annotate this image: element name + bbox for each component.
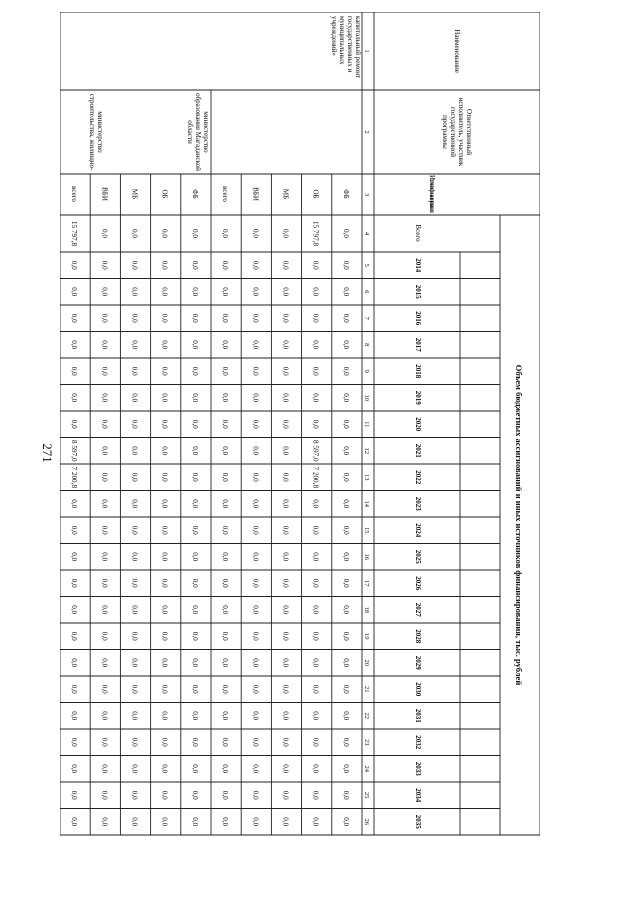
row-value: 0,0 <box>70 711 79 721</box>
row-value: 0,0 <box>130 366 139 376</box>
row-value: 0,0 <box>221 525 230 535</box>
row-value: 0,0 <box>190 393 199 403</box>
row-value: 0,0 <box>70 499 79 509</box>
header-year: 2018 <box>414 364 422 379</box>
row-value: 0,0 <box>311 313 320 323</box>
row-value: 7 200,8 <box>70 466 79 489</box>
row-value: 0,0 <box>190 684 199 694</box>
row-value: 0,0 <box>70 764 79 774</box>
column-number: 26 <box>363 818 370 825</box>
row-value: 0,0 <box>251 393 260 403</box>
row-value: 0,0 <box>281 287 290 297</box>
row-value: 0,0 <box>221 737 230 747</box>
row-total: 15 797,8 <box>311 220 320 247</box>
row-value: 0,0 <box>190 313 199 323</box>
row-value: 0,0 <box>130 287 139 297</box>
row-value: 0,0 <box>251 472 260 482</box>
row-value: 0,0 <box>251 764 260 774</box>
row-value: 0,0 <box>160 525 169 535</box>
row-value: 0,0 <box>281 340 290 350</box>
header-year: 2021 <box>414 443 422 458</box>
row-value: 0,0 <box>70 817 79 827</box>
row-value: 0,0 <box>341 764 350 774</box>
row-value: 0,0 <box>281 578 290 588</box>
row-value: 0,0 <box>311 499 320 509</box>
row-value: 0,0 <box>70 366 79 376</box>
row-value: 0,0 <box>130 446 139 456</box>
row-value: 0,0 <box>281 790 290 800</box>
row-value: 0,0 <box>160 393 169 403</box>
row-value: 0,0 <box>70 552 79 562</box>
row-value: 0,0 <box>281 737 290 747</box>
row-value: 0,0 <box>341 393 350 403</box>
column-number: 8 <box>363 343 370 347</box>
row-value: 0,0 <box>100 446 109 456</box>
row-value: 0,0 <box>100 419 109 429</box>
row-value: 0,0 <box>160 446 169 456</box>
column-number: 24 <box>363 765 370 772</box>
row-value: 0,0 <box>251 340 260 350</box>
row-value: 0,0 <box>190 817 199 827</box>
row-value: 0,0 <box>160 658 169 668</box>
row-value: 0,0 <box>281 711 290 721</box>
row-value: 0,0 <box>221 552 230 562</box>
row-total: 15 797,8 <box>70 220 79 247</box>
row-value: 0,0 <box>281 446 290 456</box>
row-value: 0,0 <box>190 525 199 535</box>
header-year: 2019 <box>414 390 422 405</box>
header-volume: Объем бюджетных ассигнований и иных источников финансирования, тыс. рублей <box>514 364 524 686</box>
row-value: 0,0 <box>281 605 290 615</box>
row-source: ВБИ <box>251 187 260 201</box>
row-value: 0,0 <box>160 366 169 376</box>
header-year: 2027 <box>414 602 422 617</box>
row-value: 0,0 <box>311 684 320 694</box>
row-value: 0,0 <box>311 737 320 747</box>
row-value: 0,0 <box>100 260 109 270</box>
header-year: 2033 <box>414 761 422 776</box>
row-value: 0,0 <box>100 340 109 350</box>
header-source: Источник финансирования <box>428 175 436 213</box>
row-value: 0,0 <box>100 366 109 376</box>
row-value: 0,0 <box>70 340 79 350</box>
row-value: 0,0 <box>251 737 260 747</box>
row-value: 0,0 <box>190 605 199 615</box>
row-value: 0,0 <box>341 499 350 509</box>
row-value: 0,0 <box>70 313 79 323</box>
row-value: 0,0 <box>311 764 320 774</box>
column-number: 3 <box>363 192 370 197</box>
row-value: 0,0 <box>160 711 169 721</box>
row-value: 0,0 <box>190 340 199 350</box>
row-total: 0,0 <box>251 229 260 238</box>
row-value: 0,0 <box>160 631 169 641</box>
row-value: 0,0 <box>130 499 139 509</box>
row-value: 0,0 <box>100 684 109 694</box>
header-year: 2014 <box>414 258 422 273</box>
row-value: 0,0 <box>100 552 109 562</box>
row-value: 0,0 <box>100 817 109 827</box>
row-value: 0,0 <box>130 764 139 774</box>
row-value: 0,0 <box>281 393 290 403</box>
column-number: 21 <box>363 686 370 693</box>
row-value: 0,0 <box>100 711 109 721</box>
header-name: Наименование <box>453 29 461 73</box>
row-value: 0,0 <box>311 817 320 827</box>
row-value: 0,0 <box>100 499 109 509</box>
row-value: 0,0 <box>281 764 290 774</box>
row-value: 0,0 <box>160 313 169 323</box>
row-value: 0,0 <box>70 578 79 588</box>
column-number: 25 <box>363 792 370 799</box>
header-year: 2029 <box>414 655 422 670</box>
row-value: 0,0 <box>130 260 139 270</box>
row-value: 0,0 <box>130 313 139 323</box>
row-value: 0,0 <box>160 764 169 774</box>
row-value: 0,0 <box>190 737 199 747</box>
row-total: 0,0 <box>341 229 350 238</box>
row-value: 0,0 <box>100 658 109 668</box>
row-value: 0,0 <box>221 578 230 588</box>
row-value: 0,0 <box>160 790 169 800</box>
row-value: 0,0 <box>311 631 320 641</box>
row-value: 0,0 <box>190 790 199 800</box>
row-value: 0,0 <box>70 419 79 429</box>
row-source: всего <box>70 186 79 202</box>
row-value: 0,0 <box>251 260 260 270</box>
row-value: 0,0 <box>70 790 79 800</box>
row-total: 0,0 <box>190 229 199 238</box>
column-number: 2 <box>363 130 370 134</box>
financing-table-sheet <box>60 12 540 852</box>
row-value: 0,0 <box>160 287 169 297</box>
row-value: 0,0 <box>251 499 260 509</box>
header-year: 2017 <box>414 337 422 352</box>
row-value: 0,0 <box>341 552 350 562</box>
row-value: 0,0 <box>341 658 350 668</box>
row-value: 0,0 <box>70 605 79 615</box>
row-value: 0,0 <box>341 340 350 350</box>
row-value: 0,0 <box>221 393 230 403</box>
row-value: 0,0 <box>190 711 199 721</box>
row-value: 0,0 <box>130 605 139 615</box>
header-year: 2035 <box>414 814 422 829</box>
row-value: 0,0 <box>221 313 230 323</box>
row-value: 8 597,0 <box>311 439 320 462</box>
row-value: 0,0 <box>160 419 169 429</box>
row-value: 0,0 <box>341 631 350 641</box>
column-number: 1 <box>363 49 370 53</box>
row-source: МБ <box>281 188 290 200</box>
row-value: 0,0 <box>160 499 169 509</box>
row-value: 0,0 <box>100 393 109 403</box>
header-year: 2020 <box>414 417 422 432</box>
row-value: 0,0 <box>70 260 79 270</box>
row-value: 0,0 <box>190 764 199 774</box>
header-year: 2023 <box>414 496 422 511</box>
row-value: 0,0 <box>70 658 79 668</box>
row-value: 0,0 <box>341 313 350 323</box>
row-value: 0,0 <box>190 287 199 297</box>
row-value: 0,0 <box>221 419 230 429</box>
executor-2: министерство строительства, жилищно- <box>88 93 104 171</box>
row-value: 0,0 <box>311 658 320 668</box>
row-value: 0,0 <box>160 737 169 747</box>
page-number: 271 <box>40 443 55 463</box>
row-value: 0,0 <box>341 446 350 456</box>
header-year: 2034 <box>414 788 422 803</box>
row-value: 0,0 <box>221 446 230 456</box>
row-value: 0,0 <box>100 764 109 774</box>
header-year: 2025 <box>414 549 422 564</box>
row-value: 0,0 <box>311 605 320 615</box>
row-value: 0,0 <box>100 790 109 800</box>
row-value: 0,0 <box>130 472 139 482</box>
row-value: 0,0 <box>311 393 320 403</box>
row-value: 0,0 <box>100 287 109 297</box>
column-number: 14 <box>363 500 370 507</box>
row-source: ФБ <box>341 189 350 199</box>
row-value: 0,0 <box>251 790 260 800</box>
row-total: 0,0 <box>130 229 139 238</box>
row-value: 0,0 <box>281 472 290 482</box>
row-value: 0,0 <box>251 817 260 827</box>
row-value: 0,0 <box>160 684 169 694</box>
row-value: 0,0 <box>100 472 109 482</box>
row-value: 0,0 <box>221 340 230 350</box>
row-value: 0,0 <box>130 578 139 588</box>
row-value: 0,0 <box>311 260 320 270</box>
row-value: 0,0 <box>221 260 230 270</box>
row-value: 0,0 <box>221 287 230 297</box>
row-value: 0,0 <box>100 737 109 747</box>
row-value: 0,0 <box>341 287 350 297</box>
row-value: 0,0 <box>251 552 260 562</box>
column-number: 20 <box>363 659 370 666</box>
row-value: 0,0 <box>160 817 169 827</box>
row-value: 0,0 <box>70 393 79 403</box>
row-value: 0,0 <box>221 684 230 694</box>
row-value: 0,0 <box>221 499 230 509</box>
row-source: МБ <box>130 188 139 200</box>
row-value: 0,0 <box>221 764 230 774</box>
row-value: 0,0 <box>221 658 230 668</box>
row-source: ОБ <box>160 189 169 199</box>
header-executor: Ответственный исполнитель, участник государственной программы <box>441 97 473 167</box>
row-value: 0,0 <box>281 419 290 429</box>
row-value: 0,0 <box>341 790 350 800</box>
row-value: 0,0 <box>281 313 290 323</box>
row-value: 0,0 <box>160 552 169 562</box>
header-year: 2016 <box>414 311 422 326</box>
row-value: 0,0 <box>160 260 169 270</box>
row-value: 0,0 <box>130 525 139 535</box>
row-value: 0,0 <box>70 737 79 747</box>
row-value: 0,0 <box>160 605 169 615</box>
row-value: 0,0 <box>281 552 290 562</box>
row-value: 0,0 <box>221 711 230 721</box>
row-value: 0,0 <box>130 817 139 827</box>
row-name-text: капитальный ремонт государственных и муниципальных учреждений» <box>330 16 362 79</box>
header-year: 2032 <box>414 735 422 750</box>
row-value: 0,0 <box>130 658 139 668</box>
column-number: 13 <box>363 474 370 481</box>
row-value: 0,0 <box>251 684 260 694</box>
row-value: 0,0 <box>160 578 169 588</box>
row-value: 0,0 <box>341 525 350 535</box>
row-value: 0,0 <box>130 631 139 641</box>
row-value: 0,0 <box>70 684 79 694</box>
row-total: 0,0 <box>281 229 290 238</box>
row-value: 7 200,8 <box>311 466 320 489</box>
executor-1: министерство образования Магаданской области <box>186 93 210 171</box>
row-value: 0,0 <box>311 340 320 350</box>
row-value: 0,0 <box>311 711 320 721</box>
column-number: 10 <box>363 394 370 401</box>
row-value: 0,0 <box>221 605 230 615</box>
row-value: 0,0 <box>130 340 139 350</box>
row-value: 0,0 <box>341 737 350 747</box>
row-value: 0,0 <box>281 684 290 694</box>
row-value: 0,0 <box>311 525 320 535</box>
row-value: 0,0 <box>190 366 199 376</box>
row-value: 0,0 <box>281 366 290 376</box>
row-value: 0,0 <box>160 472 169 482</box>
row-value: 0,0 <box>190 658 199 668</box>
row-value: 0,0 <box>341 260 350 270</box>
row-value: 0,0 <box>100 525 109 535</box>
row-value: 0,0 <box>341 711 350 721</box>
header-year: 2026 <box>414 576 422 591</box>
row-value: 0,0 <box>251 366 260 376</box>
column-number: 23 <box>363 739 370 746</box>
row-value: 0,0 <box>341 684 350 694</box>
header-year: 2031 <box>414 708 422 723</box>
row-source: всего <box>221 186 230 202</box>
row-value: 0,0 <box>100 605 109 615</box>
row-value: 0,0 <box>251 446 260 456</box>
row-value: 0,0 <box>70 525 79 535</box>
column-number: 9 <box>363 369 370 373</box>
row-value: 0,0 <box>251 631 260 641</box>
row-value: 0,0 <box>251 605 260 615</box>
row-value: 0,0 <box>281 658 290 668</box>
row-value: 0,0 <box>70 287 79 297</box>
row-value: 0,0 <box>100 578 109 588</box>
row-value: 0,0 <box>311 552 320 562</box>
row-value: 0,0 <box>70 631 79 641</box>
header-year: 2028 <box>414 629 422 644</box>
row-total: 0,0 <box>221 229 230 238</box>
row-value: 0,0 <box>221 631 230 641</box>
column-number: 15 <box>363 527 370 534</box>
row-value: 0,0 <box>100 631 109 641</box>
row-value: 0,0 <box>130 737 139 747</box>
row-value: 0,0 <box>311 578 320 588</box>
row-value: 0,0 <box>190 419 199 429</box>
row-value: 0,0 <box>251 419 260 429</box>
row-value: 0,0 <box>190 552 199 562</box>
row-value: 0,0 <box>251 711 260 721</box>
column-number: 4 <box>363 231 370 236</box>
row-value: 0,0 <box>190 260 199 270</box>
row-value: 0,0 <box>130 552 139 562</box>
header-year: 2015 <box>414 284 422 299</box>
row-value: 0,0 <box>251 525 260 535</box>
row-value: 0,0 <box>281 260 290 270</box>
row-value: 0,0 <box>190 631 199 641</box>
row-value: 0,0 <box>341 366 350 376</box>
row-value: 0,0 <box>281 499 290 509</box>
column-number: 22 <box>363 712 370 719</box>
row-value: 0,0 <box>221 817 230 827</box>
row-value: 0,0 <box>130 419 139 429</box>
row-value: 0,0 <box>130 393 139 403</box>
header-year: 2030 <box>414 682 422 697</box>
column-number: 12 <box>363 447 370 454</box>
row-value: 0,0 <box>311 419 320 429</box>
row-source: ОБ <box>311 189 320 199</box>
row-value: 0,0 <box>130 684 139 694</box>
row-value: 0,0 <box>341 578 350 588</box>
row-value: 0,0 <box>251 658 260 668</box>
row-value: 0,0 <box>251 313 260 323</box>
header-total: Всего <box>414 224 422 242</box>
column-number: 19 <box>363 633 370 640</box>
row-value: 0,0 <box>311 366 320 376</box>
column-number: 5 <box>363 263 370 267</box>
column-number: 7 <box>363 316 370 320</box>
row-value: 0,0 <box>190 499 199 509</box>
row-value: 0,0 <box>281 817 290 827</box>
row-value: 0,0 <box>190 446 199 456</box>
row-value: 0,0 <box>190 472 199 482</box>
row-value: 0,0 <box>341 419 350 429</box>
row-value: 0,0 <box>130 790 139 800</box>
row-value: 0,0 <box>341 605 350 615</box>
column-number: 17 <box>363 580 370 587</box>
row-value: 0,0 <box>251 287 260 297</box>
row-value: 0,0 <box>221 472 230 482</box>
row-value: 0,0 <box>100 313 109 323</box>
row-value: 0,0 <box>160 340 169 350</box>
row-value: 0,0 <box>281 631 290 641</box>
row-value: 0,0 <box>341 817 350 827</box>
row-value: 0,0 <box>221 790 230 800</box>
row-value: 0,0 <box>130 711 139 721</box>
row-value: 0,0 <box>341 472 350 482</box>
row-value: 0,0 <box>311 287 320 297</box>
row-value: 0,0 <box>221 366 230 376</box>
row-source: ВБИ <box>100 187 109 201</box>
header-year: 2022 <box>414 470 422 485</box>
row-value: 0,0 <box>311 790 320 800</box>
column-number: 16 <box>363 553 370 560</box>
column-number: 6 <box>363 290 370 294</box>
row-source: ФБ <box>190 189 199 199</box>
row-total: 0,0 <box>160 229 169 238</box>
header-year: 2024 <box>414 523 422 538</box>
row-total: 0,0 <box>100 229 109 238</box>
row-value: 0,0 <box>251 578 260 588</box>
column-number: 18 <box>363 606 370 613</box>
row-value: 0,0 <box>190 578 199 588</box>
row-value: 8 597,0 <box>70 439 79 462</box>
column-number: 11 <box>363 421 370 428</box>
row-value: 0,0 <box>281 525 290 535</box>
